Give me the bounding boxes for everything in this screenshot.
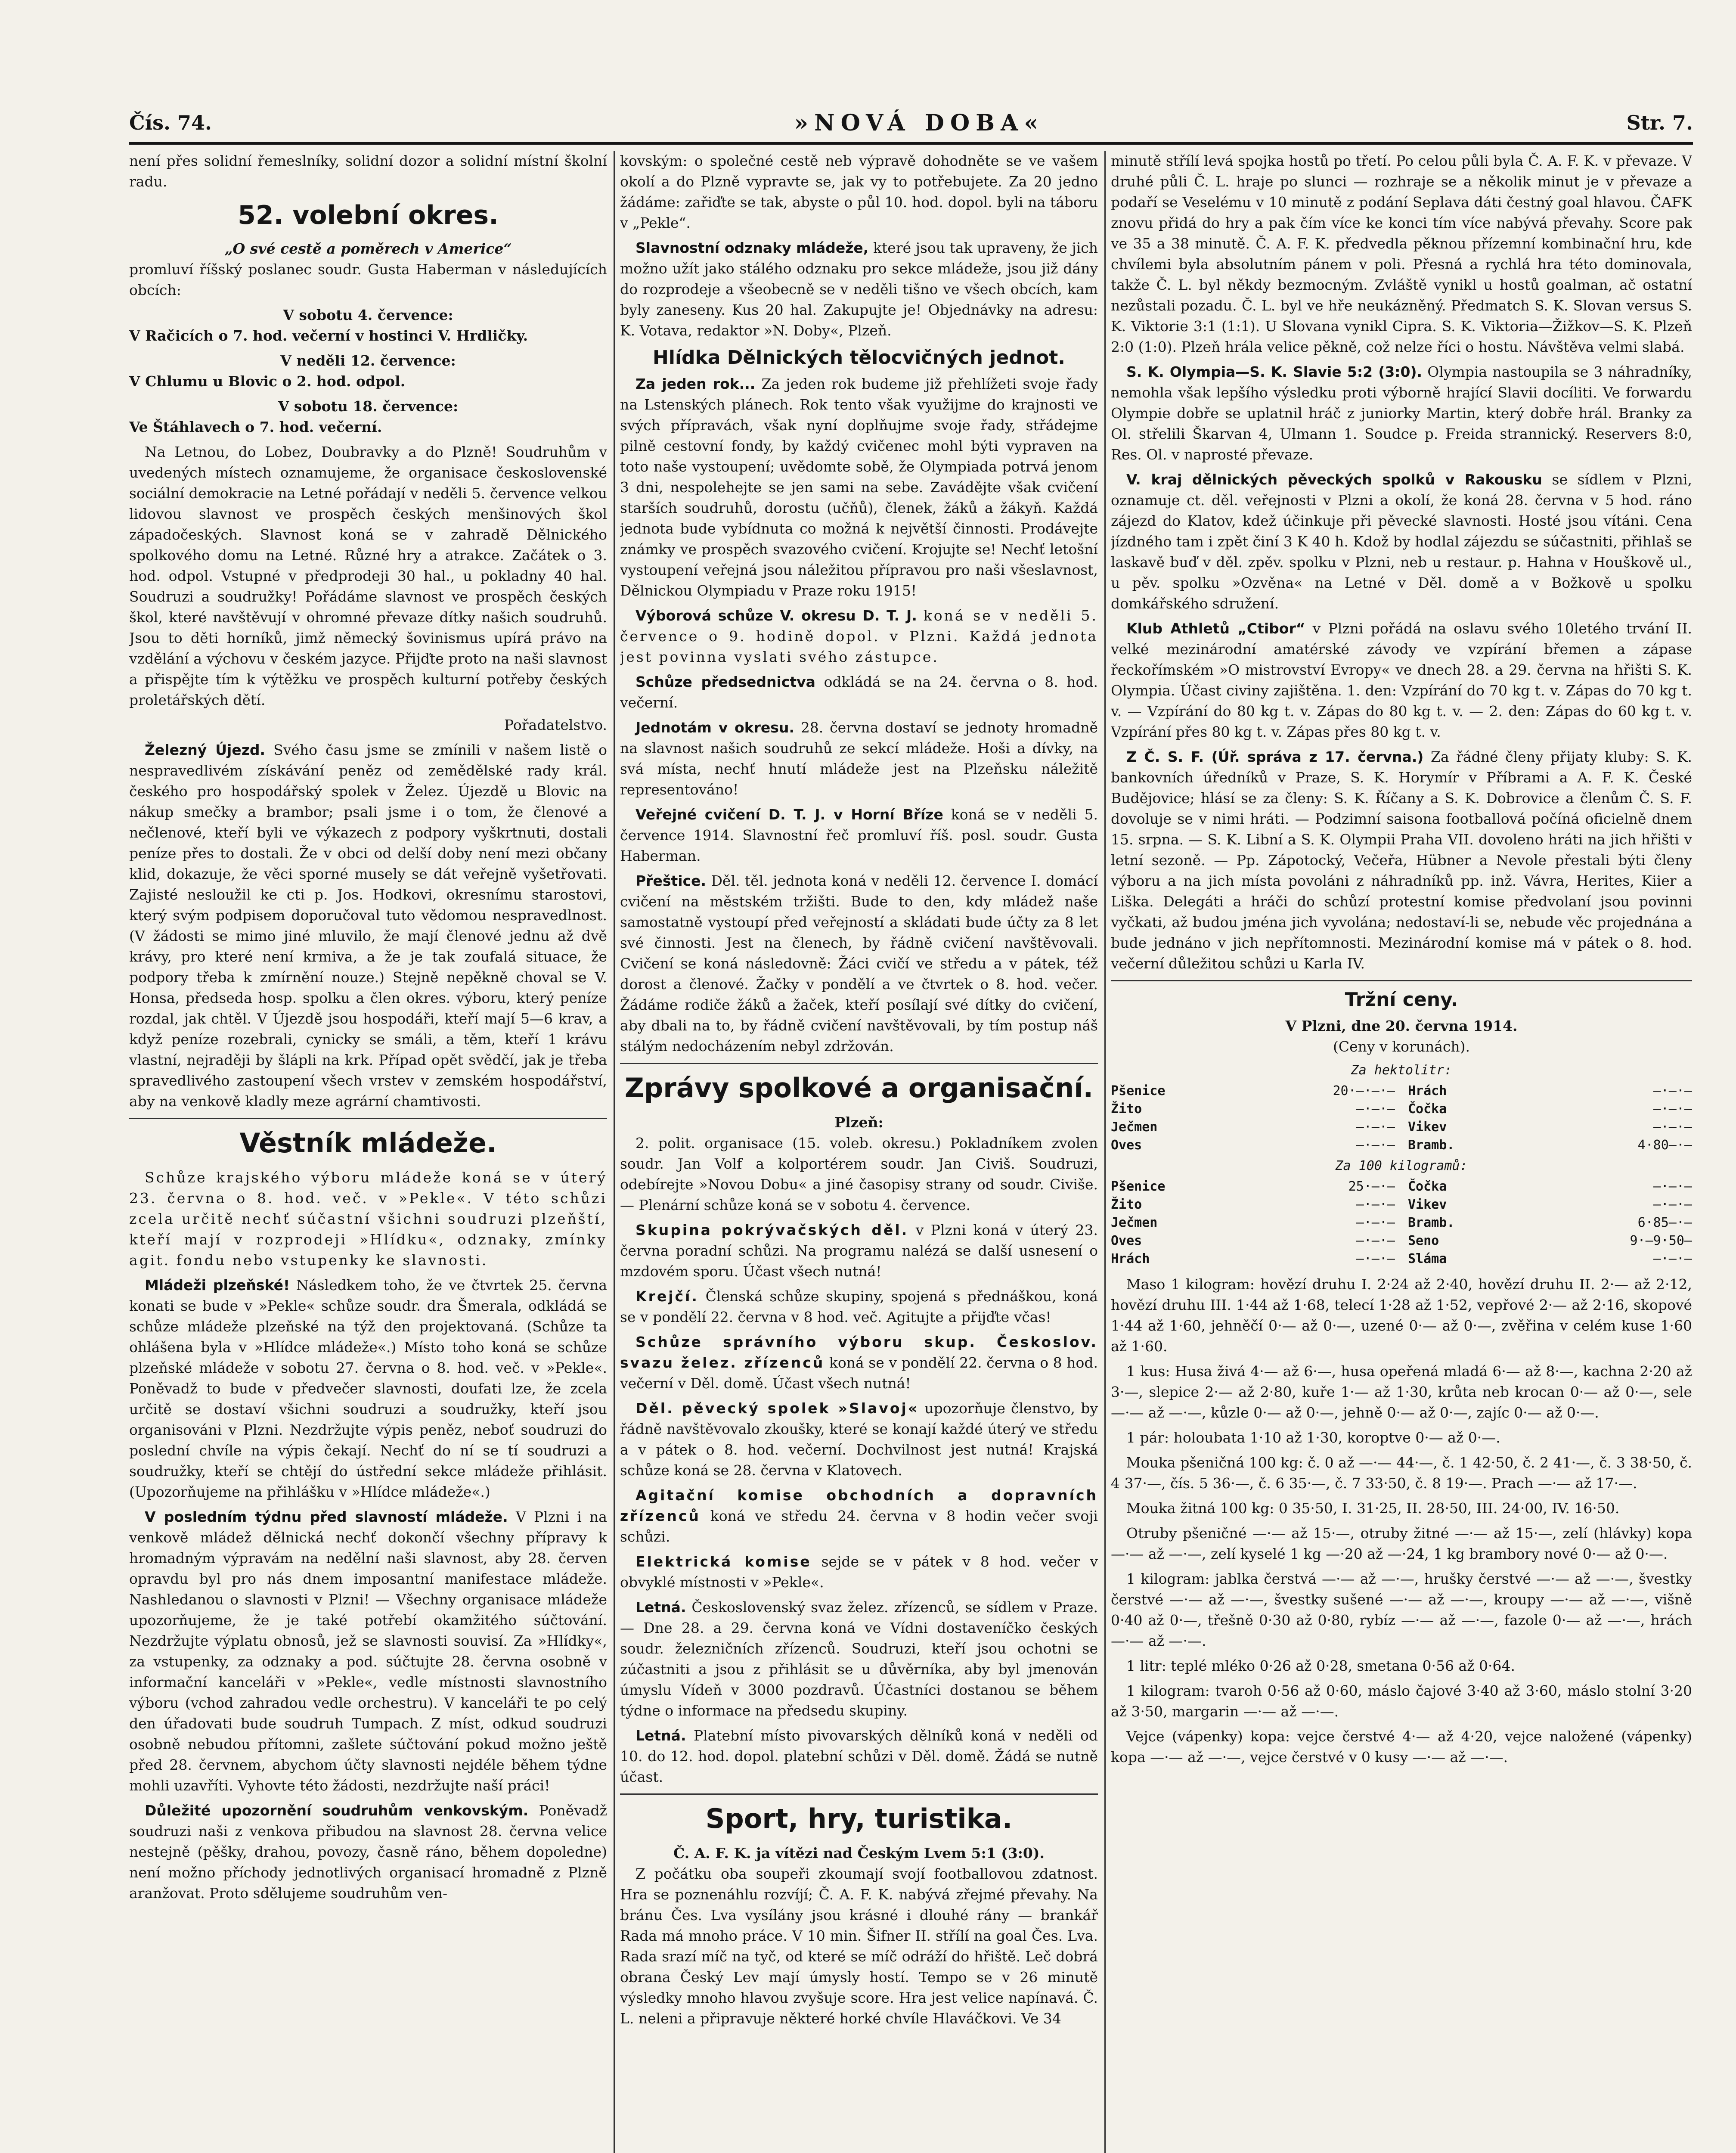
market-place-date: V Plzni, dne 20. června 1914.	[1285, 1018, 1518, 1034]
letna-railway-article	[620, 1597, 1098, 1721]
masthead-rule	[129, 142, 1693, 145]
city-subheading: Plzeň:	[834, 1114, 884, 1131]
article-lead: Letná.	[636, 1599, 686, 1616]
article-lead: Jednotám v okresu.	[636, 719, 794, 736]
units-article	[620, 717, 1098, 800]
section-rule	[620, 1063, 1098, 1064]
market-cell: Oves —·—·—	[1111, 1233, 1395, 1248]
market-cell: Ječmen —·—·—	[1111, 1120, 1395, 1135]
article-body: upozorňuje členstvo, by řádně navštěvovalo zkoušky, které se konají každé úterý ve středu a v pátek o 8. hod. večerní. Dochvilnost jest nutná! Krajská schůze koná se 28. června v Klatovech.	[620, 1400, 1098, 1479]
district-heading: 52. volební okres.	[238, 200, 499, 230]
schedule-place: V Chlumu u Blovic o 2. hod. odpol.	[129, 373, 406, 390]
market-section: Za hektolitr:	[1351, 1063, 1452, 1078]
article-lead: Mládeži plzeňské!	[145, 1277, 290, 1294]
tailors-article	[620, 1286, 1098, 1328]
article-body: odkládá se na 24. června o 8. hod. večerní.	[620, 673, 1098, 711]
presidium-article	[620, 672, 1098, 713]
market-cell: Bramb. 4·80—·—	[1408, 1138, 1692, 1153]
pilsen-youth-article	[129, 1275, 607, 1502]
horni-briza-article	[620, 804, 1098, 866]
article-body: v Plzni pořádá na oslavu svého 10letého trvání II. velké mezinárodní amatérské závody ve vzpírání břemen a zápase řeckořímském »O mistrovství Evropy« ve dnech 28. a 29. června na hřišti S. K. Olympia. Účast civiny zajištěna. 1. den: Vzpírání do 70 kg t. v. Zápas do 70 kg t. v. — Vzpírání do 80 kg t. v. Zápas do 80 kg t. v. — 2. den: Zápas do 60 kg t. v. Vzpírání přes 80 kg t. v. Zápas přes 80 kg t. v.	[1111, 620, 1692, 740]
wheat-flour-prices: Mouka pšeničná 100 kg: č. 0 až —·— 44·—, č. 1 42·50, č. 2 41·—, č. 3 38·50, č. 4 37·—, čís. 5 36·—, č. 6 35·—, č. 7 33·50, č. 8 19·—. Prach —·— až 17·—.	[1111, 1454, 1692, 1492]
article-body: koná se v neděli 5. července 1914. Slavnostní řeč promluví říš. posl. soudr. Gusta Haberman.	[620, 806, 1098, 864]
electric-article	[620, 1551, 1098, 1593]
article-body: Československý svaz želez. zřízenců, se sídlem v Praze. — Dne 28. a 29. června koná ve Vídni dostaveníčko českých soudr. železničních zřízenců. Soudruzi, kteří jsou ochotni se zúčastniti a jsou z přihlásit se u důvěrníka, aby byl jmenován úmyslu Vídeň v 3000 pozdravů. Účastníci dostanou se během týdne o informace na předsedu skupiny.	[620, 1599, 1098, 1719]
article-body: koná se v neděli 5. července o 9. hodině dopol. v Plzni. Každá jednota jest povinna vyslati svého zástupce.	[620, 607, 1098, 665]
article-lead: Děl. pěvecký spolek »Slavoj«	[636, 1400, 919, 1417]
page-number: Str. 7.	[1626, 111, 1693, 134]
schedule-date: V sobotu 18. července:	[278, 398, 459, 415]
prestice-article	[620, 871, 1098, 1057]
article-body: 28. června dostaví se jednoty hromadně na slavnost našich soudruhů ze sekcí mládeže. Hoši a dívky, na svá místa, nechť hnutí mládeže jest na Plzeňsku náležitě representováno!	[620, 719, 1098, 798]
article-body: Olympia nastoupila se 3 náhradníky, nemohla však lepšího výsledku proti výborně hrající Slavii docíliti. Ve forwardu Olympie dobře se uplatnil hráč z juniorky Martin, který dobře hrál. Branky za Ol. střelili Škarvan 4, Ulmann 1. Soudce p. Freida strannický. Reservers 8:0, Res. Ol. v naprosté převaze.	[1111, 363, 1692, 463]
pigeon-prices: 1 pár: holoubata 1·10 až 1·30, koroptve 0·— až 0·—.	[1126, 1429, 1500, 1446]
article-body: Za jeden rok budeme již přehlížeti svoje řady na Lstenských plánech. Rok tento však využijme do krajnosti ve svých přípravách, však nyní doplňujme svoje řady, střádejme pilně cestovní fondy, by každý cvičenec mohl býti vypraven na toto naše vystoupení; uvědomte sobě, že Olympiada potrvá jenom 3 dni, nespolehejte se jen sami na sebe. Zavádějte však cvičení starších soudruhů, dorostu (učňů), členek, žáků a žákyň. Každá jednota bude vybídnuta co možná k největší činnosti. Prodávejte známky ve prospěch svazového cvičení. Krojujte se! Nechť letošní vystoupení veřejná jsou náležitou přípravou pro naši všeslavnost, Dělnickou Olympiadu v Praze roku 1915!	[620, 375, 1098, 599]
article-continuation: kovským: o společné cestě neb výpravě dohodněte se ve vašem okolí a do Plzně vypravte se, jak vy to potřebujete. Za 20 jedno žádáme: zařiďte se tak, abyste o půl 10. hod. dopol. byli na táboru v „Pekle“.	[620, 152, 1098, 231]
market-cell: Bramb. 6·85—·—	[1408, 1215, 1692, 1230]
article-body: Svého času jsme se zmínili v našem listě o nespravedlivém získávání peněz od zemědělské rady král. českého pro hospodářský spolek v Želez. Újezdě u Blovic na nákup smečky a brambor; psali jsme i o tom, že členové a nečlenové, kteří byli ve výkazech z podpory vyškrtnuti, dostali peníze přes to dostali. Že v obci od delší doby není mezi občany klid, dokazuje, že věci sporné musely se dát veřejně vyšetřovati. Zajisté nesloužil ke cti p. Jos. Hodkovi, okresnímu starostovi, který svým podpisem doporučoval tuto vědomou nespravedlnost. (V žádosti se mimo jiné mluvilo, že mají členové jednu až dvě krávy, pro které není krmiva, a že je tak zoufalá situace, že podpory třeba k zmírnění nouze.) Stejně nepěkně choval se V. Honsa, předseda hosp. spolku a člen okres. výboru, který peníze rozdal, jak chtěl. V Újezdě jsou hospodáři, kteří mají 5—6 krav, a když peníze rozebrali, cynicky se smáli, a těm, kteří 1 krávu vlastní, nejraději by šlápli na krk. Případ opět svědčí, jak je třeba spravedlivého zastoupení všech vrstev v zemském hospodářství, aby na venkově kladly meze agrární chamtivosti.	[129, 741, 607, 1110]
market-cell: Hrách —·—·—	[1111, 1251, 1395, 1266]
market-cell: Ječmen —·—·—	[1111, 1215, 1395, 1230]
column-divider	[614, 151, 615, 2153]
market-cell: Vikev —·—·—	[1408, 1120, 1692, 1135]
schedule-place: V Račicích o 7. hod. večerní v hostinci V. Hrdličky.	[129, 327, 528, 344]
section-rule	[129, 1118, 607, 1119]
sport-heading: Sport, hry, turistika.	[705, 1803, 1013, 1834]
article-lead: V posledním týdnu před slavností mládeže.	[145, 1508, 508, 1525]
market-cell: Žito —·—·—	[1111, 1101, 1395, 1117]
article-body: se sídlem v Plzni, oznamuje ct. děl. veřejnosti v Plzni a okolí, že koná 28. června v 5 hod. ráno zájezd do Klatov, kdež účinkuje při pěvecké slavnosti. Hosté jsou vítáni. Cena jízdného tam i zpět činí 3 K 40 h. Kdož by hodlal zájezdu se súčastniti, přihlaš se laskavě buď v děl. zpěv. spolku v Plzni, neb u restaur. p. Hahna v Houškově ul., u pěv. spolku »Ozvěna« na Letné v Děl. domě a v Božkově u spolku domkářského sdružení.	[1111, 471, 1692, 612]
badges-article	[620, 238, 1098, 341]
gymnastics-heading: Hlídka Dělnických tělocvičných jednot.	[653, 347, 1065, 369]
csf-article	[1111, 747, 1692, 974]
article-lead: Přeštice.	[636, 872, 707, 889]
section-rule	[1111, 980, 1692, 981]
lecture-speaker: promluví říšský poslanec soudr. Gusta Haberman v následujících obcích:	[129, 261, 607, 298]
match-result: Č. A. F. K. ja vítězi nad Českým Lvem 5:1 (3:0).	[673, 1845, 1045, 1861]
market-grid-hectolitre	[1111, 1082, 1692, 1154]
market-unit: (Ceny v korunách).	[1333, 1038, 1470, 1055]
market-cell: Čočka —·—·—	[1408, 1101, 1692, 1117]
market-cell: Hrách —·—·—	[1408, 1083, 1692, 1098]
market-section: Za 100 kilogramů:	[1335, 1158, 1468, 1173]
zelezny-ujezd-article	[129, 740, 607, 1112]
letna-celebration-article: Na Letnou, do Lobez, Doubravky a do Plzně! Soudruhům v uvedených místech oznamujeme, že organisace československé sociální demokracie na Letné pořádají v neděli 5. července velkou lidovou slavnost ve prospěch českých menšinových škol západočeských. Slavnost koná se v zahradě Dělnického spolkového domu na Letné. Různé hry a atrakce. Začátek o 3. hod. odpol. Vstupné v předprodeji 30 hal., u pokladny 40 hal. Soudruzi a soudružky! Pořádáme slavnost ve prospěch českých škol, které navštěvují v ohromné převaze dítky našich soudruhů. Jsou to děti horníků, jimž německý šovinismus upírá právo na vzdělání a výchovu v českém jazyce. Přijďte proto na naši slavnost a přispějte tím k výtěžku ve prospěch kulturní potřeby českých proletářských dětí.	[129, 444, 607, 708]
article-lead: Schůze předsednictva	[636, 673, 815, 690]
article-lead: Za jeden rok...	[636, 375, 756, 392]
milk-prices: 1 litr: teplé mléko 0·26 až 0·28, smetana 0·56 až 0·64.	[1126, 1657, 1516, 1674]
market-cell: Sláma —·—·—	[1408, 1251, 1692, 1266]
poultry-prices: 1 kus: Husa živá 4·— až 6·—, husa opeřená mladá 6·— až 8·—, kachna 2·20 až 3·—, slepice 2·— až 2·80, kuře 1·— až 1·30, krůta neb krocan 0·— až 0·—, sele —·— až —·—, kůzle 0·— až 0·—, jehně 0·— až 0·—, zajíc 0·— až 0·—.	[1111, 1363, 1692, 1421]
railway-article	[620, 1332, 1098, 1394]
market-grid-100kg	[1111, 1178, 1692, 1268]
article-lead: S. K. Olympia—S. K. Slavie 5:2 (3:0).	[1126, 363, 1423, 380]
column-1	[129, 151, 607, 2153]
newspaper-title: »NOVÁ DOBA«	[794, 109, 1044, 136]
article-lead: Železný Újezd.	[145, 741, 266, 758]
article-lead: Slavnostní odznaky mládeže,	[636, 239, 869, 256]
article-lead: Elektrická komise	[636, 1553, 812, 1570]
article-lead: Z Č. S. F. (Úř. správa z 17. června.)	[1126, 748, 1424, 765]
article-lead: Klub Athletů „Ctibor“	[1126, 620, 1305, 637]
butter-prices: 1 kilogram: tvaroh 0·56 až 0·60, máslo čajové 3·40 až 3·60, máslo stolní 3·20 až 3·50, margarin —·— až —·—.	[1111, 1682, 1692, 1720]
article-body: Členská schůze skupiny, spojená s přednáškou, koná se v pondělí 22. června v 8 hod. več. Agitujte a přijďte včas!	[620, 1288, 1098, 1325]
article-lead: Krejčí.	[636, 1288, 699, 1305]
schedule-place: Ve Štáhlavech o 7. hod. večerní.	[129, 419, 382, 435]
market-cell: Vikev —·—·—	[1408, 1197, 1692, 1212]
ctibor-article	[1111, 618, 1692, 742]
article-body: které jsou tak upraveny, že jich možno užít jako stálého odznaku pro sekce mládeže, jsou již dány do rozprodeje a všeobecně se v neděli tišno ve všech obcích, kam byly zaneseny. Kus 20 hal. Zakupujte je! Objednávky na adresu: K. Votava, redaktor »N. Doby«, Plzeň.	[620, 239, 1098, 339]
article-body: Poněvadž soudruzi naši z venkova přibudou na slavnost 28. června velice nestejně (pěšky, drahou, povozy, časně ráno, během dopoledne) není možno příchody jednotlivých organisací hromadně z Plzně aranžovat. Proto sdělujeme soudruhům ven-	[129, 1802, 607, 1902]
meat-prices: Maso 1 kilogram: hovězí druhu I. 2·24 až 2·40, hovězí druhu II. 2·— až 2·12, hovězí druhu III. 1·44 až 1·68, telecí 1·28 až 1·52, vepřové 2·— až 2·16, skopové 1·44 až 1·60, jehněčí 0·— až 0·—, uzené 0·— až 0·—, zvěřina v celém kuse 1·60 až 1·60.	[1111, 1276, 1692, 1355]
youth-bulletin-heading: Věstník mládeže.	[239, 1127, 497, 1159]
masthead	[129, 103, 1693, 142]
article-lead: Skupina pokrývačských děl.	[636, 1222, 909, 1238]
one-year-article	[620, 374, 1098, 601]
column-divider	[1104, 151, 1106, 2153]
article-body: Za řádné členy přijaty kluby: S. K. bankovních úředníků v Praze, S. K. Horymír v Příbrami a A. F. K. České Budějovice; hlásí se za členy: S. K. Říčany a S. K. Dobrovice a členům Č. S. F. dovoluje se v nimi hráti. — Podzimní saisona footballová počíná oficielně dnem 15. srpna. — S. K. Libní a S. K. Olympii Praha VII. dovoleno hráti na jich hřišti v letní sezoně. — Pp. Zápotocký, Večeřa, Hübner a Nevole přestali býti členy výboru a na jich místa povoláni z náhradníků pp. inž. Vávra, Herites, Kiier a Liška. Delegáti a hráči do schůzí protestní komise předvolaní jsou povinni vyčkati, až budou jména jich vyvolána; nedostaví-li se, nebude věc projednána a bude jednáno v jich nepřítomnosti. Mezinárodní komise má v pátek o 8. hod. večerní důležitou schůzi u Karla IV.	[1111, 748, 1692, 972]
issue-number: Čís. 74.	[129, 111, 212, 134]
article-continuation: minutě střílí levá spojka hostů po třetí. Po celou půli byla Č. A. F. K. v převaze. V druhé půli Č. L. hraje po slunci — rozhraje se a několik minut je v převaze a podaří se Veselému v 10 minutě z podání Seplava dáti čestný goal hlavou. ČAFK znovu přidá do hry a pak čím více ke konci tím více nabývá převahy. Score pak ve 35 a 38 minutě. Č. A. F. K. předvedla pěknou přízemní kombinační hru, kde chvílemi byla absolutním pánem v poli. Přesná a rychlá hra této dominovala, takže Č. L. byl někdy bezmocným. Zvláště vynikl u hostů goalman, ač ostatní nezůstali pozadu. Č. L. byl ve hře neukázněný. Předmatch S. K. Slovan versus S. K. Viktorie 3:1 (1:1). U Slovana vynikl Cipra. S. K. Viktoria—Žižkov—S. K. Plzeň 2:0 (1:0). Plzeň hrála velice pěkně, což nelze říci o hostu. Návštěva velmi slabá.	[1111, 152, 1692, 355]
article-lead: Veřejné cvičení D. T. J. v Horní Bříze	[636, 806, 943, 823]
article-continuation: není přes solidní řemeslníky, solidní dozor a solidní místní školní radu.	[129, 152, 607, 190]
market-cell: Oves —·—·—	[1111, 1138, 1395, 1153]
article-lead: Schůze správního výboru skup. Českoslov. svazu želez. zřízenců	[620, 1334, 1098, 1371]
article-body: koná se v pondělí 22. června o 8 hod. večerní v Děl. domě. Účast všech nutná!	[620, 1354, 1098, 1392]
article-lead: Agitační komise obchodních a dopravních zřízenců	[620, 1487, 1098, 1524]
article-body: Děl. těl. jednota koná v neděli 12. července I. domácí cvičení na městském tržišti. Bude to den, kdy mládež naše samostatně vystoupí před veřejností a skládati bude účty za 8 let své činnosti. Jest na členech, by řádně cvičení navštěvovali. Cvičení se koná následovně: Žáci cvičí ve středu a v pátek, též dorost a členové. Žačky v pondělí a ve čtvrtek o 8. hod. večer. Žádáme rodiče žáků a žaček, kteří posílají své dítky do cvičení, aby dbali na to, by řádně cvičení navštěvovali, by tím postup náš stálým nedocházením nebyl zdržován.	[620, 872, 1098, 1055]
last-week-article	[129, 1507, 607, 1796]
article-lead: Letná.	[636, 1727, 686, 1744]
youth-committee-meeting: Schůze krajského výboru mládeže koná se v úterý 23. června o 8. hod. več. v »Pekle«. V této schůzi zcela určitě nechť súčastní všichni soudruzi plzeňští, kteří mají v rozprodeji »Hlídku«, odznaky, zmínky agit. fondu nebo vstupenky ke slavnosti.	[129, 1169, 607, 1269]
match-report: Z počátku oba soupeři zkoumají svojí footballovou zdatnost. Hra se poznenáhlu rozvíjí; Č. A. F. K. nabývá zřejmé převahy. Na bránu Čes. Lva vysílány jsou krásné i dlouhé rány — brankář Rada má mnoho práce. V 10 min. Šifner II. střílí na goal Čes. Lva. Rada srazí míč na tyč, od které se míč odráží do hřiště. Leč dobrá obrana Český Lev mají úmysly hostí. Tempo se v 26 minutě výsledky mnoho hlavou zvyšuje score. Hra jest velice napínavá. Č. L. neleni a připravuje některé horké chvíle Hlaváčkovi. Ve 34	[620, 1865, 1098, 2027]
article-body: sejde se v pátek v 8 hod. večer v obvyklé místnosti v »Pekle«.	[620, 1553, 1098, 1591]
egg-prices: Vejce (vápenky) kopa: vejce čerstvé 4·— až 4·20, vejce naložené (vápenky) kopa —·— až —·—, vejce čerstvé v 0 kusy —·— až —·—.	[1111, 1728, 1692, 1765]
club-news-heading: Zprávy spolkové a organisační.	[624, 1072, 1094, 1104]
article-body: Následkem toho, že ve čtvrtek 25. června konati se bude v »Pekle« schůze soudr. dra Šmerala, odkládá se schůze mládeže plzeňské na týž den projektovaná. (Schůze ta ohlášena byla v »Hlídce mládeže«.) Místo toho koná se schůze plzeňské mládeže v sobotu 27. června o 8. hod. več. v »Pekle«. Poněvadž to bude v předvečer slavnosti, doufati lze, že zcela určitě se dostaví všichni soudruzi a soudružky, kteří jsou organisováni v Plzni. Nezdržujte výpis peněz, neboť soudruzi do poslední chvíle na výpis čekají. Nechť do ní se tí soudruzi a soudružky, kteří se chtějí do ústřední sekce mládeže přihlásit. (Upozorňujeme na přihlášku v »Hlídce mládeže«.)	[129, 1277, 607, 1500]
market-cell: Seno 9·—9·50—	[1408, 1233, 1692, 1248]
article-body: Platební místo pivovarských dělníků koná v neděli od 10. do 12. hod. dopol. platební schůzi v Děl. domě. Žádá se nutně účast.	[620, 1727, 1098, 1785]
olympia-article	[1111, 362, 1692, 465]
market-cell: Pšenice 20·—·—·—	[1111, 1083, 1395, 1098]
column-2	[620, 151, 1098, 2153]
rye-flour-prices: Mouka žitná 100 kg: 0 35·50, I. 31·25, II. 28·50, III. 24·00, IV. 16·50.	[1126, 1500, 1620, 1517]
agitation-article	[620, 1485, 1098, 1547]
article-lead: Důležité upozornění soudruhům venkovským.	[145, 1802, 529, 1819]
article-body: v Plzni koná v úterý 23. června poradní schůzi. Na programu nalézá se další usnesení o mzdovém sporu. Účast všech nutná!	[620, 1222, 1098, 1280]
article-body: V Plzni i na venkově mládež dělnická nechť dokončí všechny přípravy k hromadným výpravám na nedělní naši slavnost, aby 28. červen opravdu byl pro nás dnem imposantní manifestace mládeže. Nashledanou o slavnosti v Plzni! — Všechny organisace mládeže upozorňujeme, že je také potřebí okamžitého súčtování. Nezdržujte výplatu obnosů, jež se slavnosti souvisí. Za »Hlídky«, za vstupenky, za odznaky a pod. súčtujte 28. června osobně v informační kanceláři v »Pekle«, vedle místnosti slavnostního výboru (vchod zahradou vedle orchestru). V kanceláři te po celý den úřadovati bude soudruh Tumpach. Z míst, odkud soudruzi osobně nebudou přítomni, zašlete súčtování pokud možno ještě před 28. červnem, abychom účty slavnosti nejdéle během týdne mohli uzavříti. Vyhovte této žádosti, nezdržujte naší práci!	[129, 1508, 607, 1794]
section-rule	[620, 1793, 1098, 1795]
column-3	[1111, 151, 1692, 2153]
fruit-prices: 1 kilogram: jablka čerstvá —·— až —·—, hrušky čerstvé —·— až —·—, švestky čerstvé —·— až —·—, švestky sušené —·— až —·—, kroupy —·— až —·—, višně 0·40 až 0·—, třešně 0·30 až 0·80, rybíz —·— až —·—, fazole 0·— až —·—, hrách —·— až —·—.	[1111, 1570, 1692, 1649]
article-signature: Pořadatelstvo.	[504, 717, 607, 733]
political-org-article: 2. polit. organisace (15. voleb. okresu.) Pokladníkem zvolen soudr. Jan Volf a kolportérem soudr. Jan Civiš. Soudruzi, odebírejte »Novou Dobu« a jiné časopisy strany od soudr. Civiše. — Plenární schůze koná se v sobotu 4. července.	[620, 1135, 1098, 1213]
committee-article	[620, 605, 1098, 667]
market-cell: Žito —·—·—	[1111, 1197, 1395, 1212]
slavoj-article	[620, 1398, 1098, 1481]
market-table	[1111, 1061, 1692, 1268]
notice-article	[129, 1800, 607, 1904]
article-lead: Výborová schůze V. okresu D. T. J.	[636, 607, 917, 624]
market-prices-heading: Tržní ceny.	[1345, 989, 1458, 1011]
schedule-date: V sobotu 4. července:	[283, 307, 453, 323]
singers-article	[1111, 469, 1692, 614]
lecture-schedule	[129, 305, 607, 437]
letna-brewery-article	[620, 1725, 1098, 1787]
schedule-date: V neděli 12. července:	[280, 352, 456, 369]
roofers-article	[620, 1220, 1098, 1282]
market-cell: Čočka —·—·—	[1408, 1179, 1692, 1194]
article-lead: V. kraj dělnických pěveckých spolků v Rakousku	[1126, 471, 1542, 488]
bran-prices: Otruby pšeničné —·— až 15·—, otruby žitné —·— až 15·—, zelí (hlávky) kopa —·— až —·—, zelí kyselé 1 kg —·20 až —·24, 1 kg brambory nové 0·— až 0·—.	[1111, 1525, 1692, 1562]
article-body: koná ve středu 24. června v 8 hodin večer svoji schůzi.	[620, 1508, 1098, 1545]
market-cell: Pšenice 25·—·—	[1111, 1179, 1395, 1194]
lecture-title: „O své cestě a poměrech v Americe“	[224, 240, 512, 257]
